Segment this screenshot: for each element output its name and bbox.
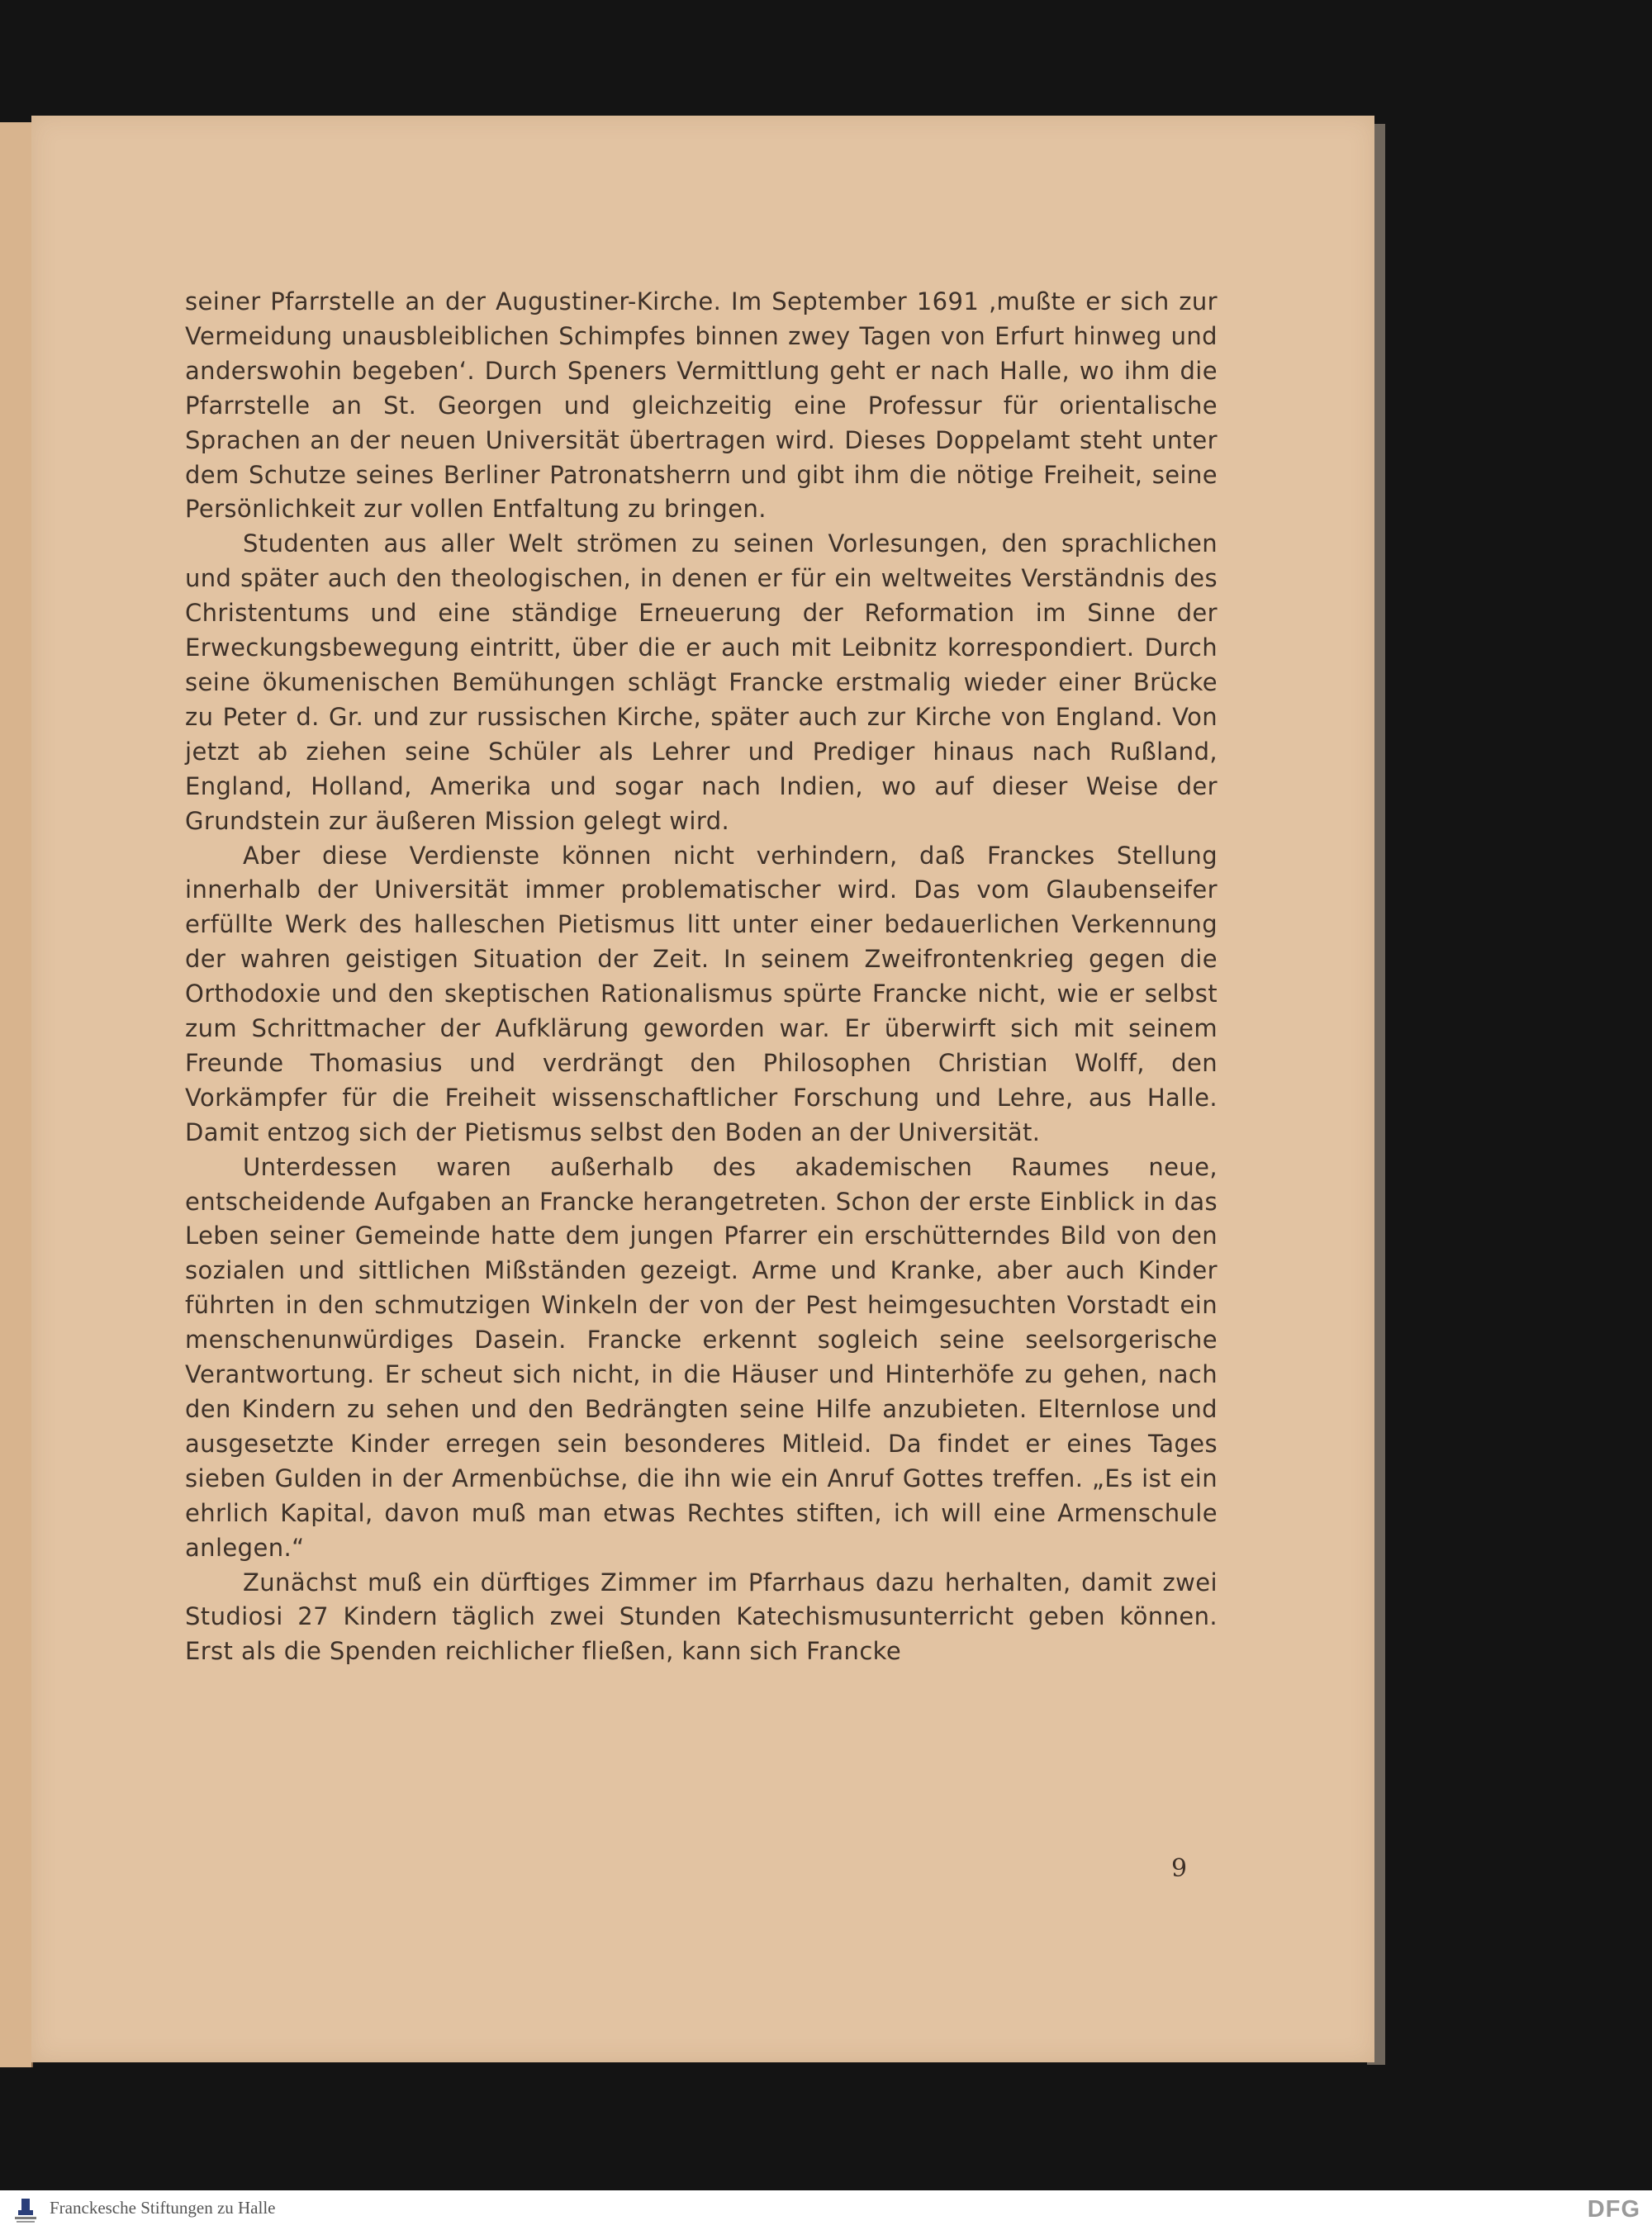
viewer-footer: [0, 2190, 1652, 2230]
institution-name: Franckesche Stiftungen zu Halle: [50, 2198, 276, 2218]
institution-crest-icon: [10, 2195, 41, 2227]
paragraph-2: Studenten aus aller Welt strömen zu seinen Vorlesungen, den sprachlichen und später auch den theologischen, in denen er für ein weltweites Verständnis des Christentums und eine ständige Erneuerung der Reformation im Sinne der Erweckungsbewegung eintritt, über die er auch mit Leibnitz korrespondiert. Durch seine ökumenischen Bemühungen schlägt Francke erstmalig wieder einer Brücke zu Peter d. Gr. und zur russischen Kirche, später auch zur Kirche von England. Von jetzt ab ziehen seine Schüler als Lehrer und Prediger hinaus nach Rußland, England, Holland, Amerika und sogar nach Indien, wo auf dieser Weise der Grundstein zur äußeren Mission gelegt wird.: [185, 529, 1218, 835]
adjacent-page-edge: [0, 122, 33, 2067]
book-page: [31, 116, 1374, 2062]
body-text: [185, 285, 1218, 1669]
paragraph-4: Unterdessen waren außerhalb des akademischen Raumes neue, entscheidende Aufgaben an Francke herangetreten. Schon der erste Einblick in das Leben seiner Gemeinde hatte dem jungen Pfarrer ein erschütterndes Bild von den sozialen und sittlichen Mißständen gezeigt. Arme und Kranke, aber auch Kinder führten in den schmutzigen Winkeln der von der Pest heimgesuchten Vorstadt ein menschenunwürdiges Dasein. Francke erkennt sogleich seine seelsorgerische Verantwortung. Er scheut sich nicht, in die Häuser und Hinterhöfe zu gehen, nach den Kindern zu sehen und den Bedrängten seine Hilfe anzubieten. Elternlose und ausgesetzte Kinder erregen sein besonderes Mitleid. Da findet er eines Tages sieben Gulden in der Armenbüchse, die ihn wie ein Anruf Gottes treffen. „Es ist ein ehrlich Kapital, davon muß man etwas Rechtes stiften, ich will eine Armenschule anlegen.“: [185, 1152, 1218, 1562]
paragraph-1: seiner Pfarrstelle an der Augustiner-Kirche. Im September 1691 ‚mußte er sich zur Vermeidung unausbleiblichen Schimpfes binnen zwey Tagen von Erfurt hinweg und anderswohin begeben‘. Durch Speners Vermittlung geht er nach Halle, wo ihm die Pfarrstelle an St. Georgen und gleichzeitig eine Professur für orientalische Sprachen an der neuen Universität übertragen wird. Dieses Doppelamt steht unter dem Schutze seines Berliner Patronatsherrn und gibt ihm die nötige Freiheit, seine Persönlichkeit zur vollen Entfaltung zu bringen.: [185, 287, 1218, 524]
paragraph-3: Aber diese Verdienste können nicht verhindern, daß Franckes Stellung innerhalb der Universität immer problematischer wird. Das vom Glaubenseifer erfüllte Werk des halleschen Pietismus litt unter einer bedauerlichen Verkennung der wahren geistigen Situation der Zeit. In seinem Zweifrontenkrieg gegen die Orthodoxie und den skeptischen Rationalismus spürte Francke nicht, wie er selbst zum Schrittmacher der Aufklärung geworden war. Er überwirft sich mit seinem Freunde Thomasius und verdrängt den Philosophen Christian Wolff, den Vorkämpfer für die Freiheit wissenschaftlicher Forschung und Lehre, aus Halle. Damit entzog sich der Pietismus selbst den Boden an der Universität.: [185, 841, 1218, 1146]
page-number: 9: [1171, 1854, 1188, 1883]
paragraph-5: Zunächst muß ein dürftiges Zimmer im Pfarrhaus dazu herhalten, damit zwei Studiosi 27 Kindern täglich zwei Stunden Katechismusunterricht geben können. Erst als die Spenden reichlicher fließen, kann sich Francke: [185, 1568, 1218, 1666]
dfg-logo: DFG: [1587, 2196, 1640, 2223]
